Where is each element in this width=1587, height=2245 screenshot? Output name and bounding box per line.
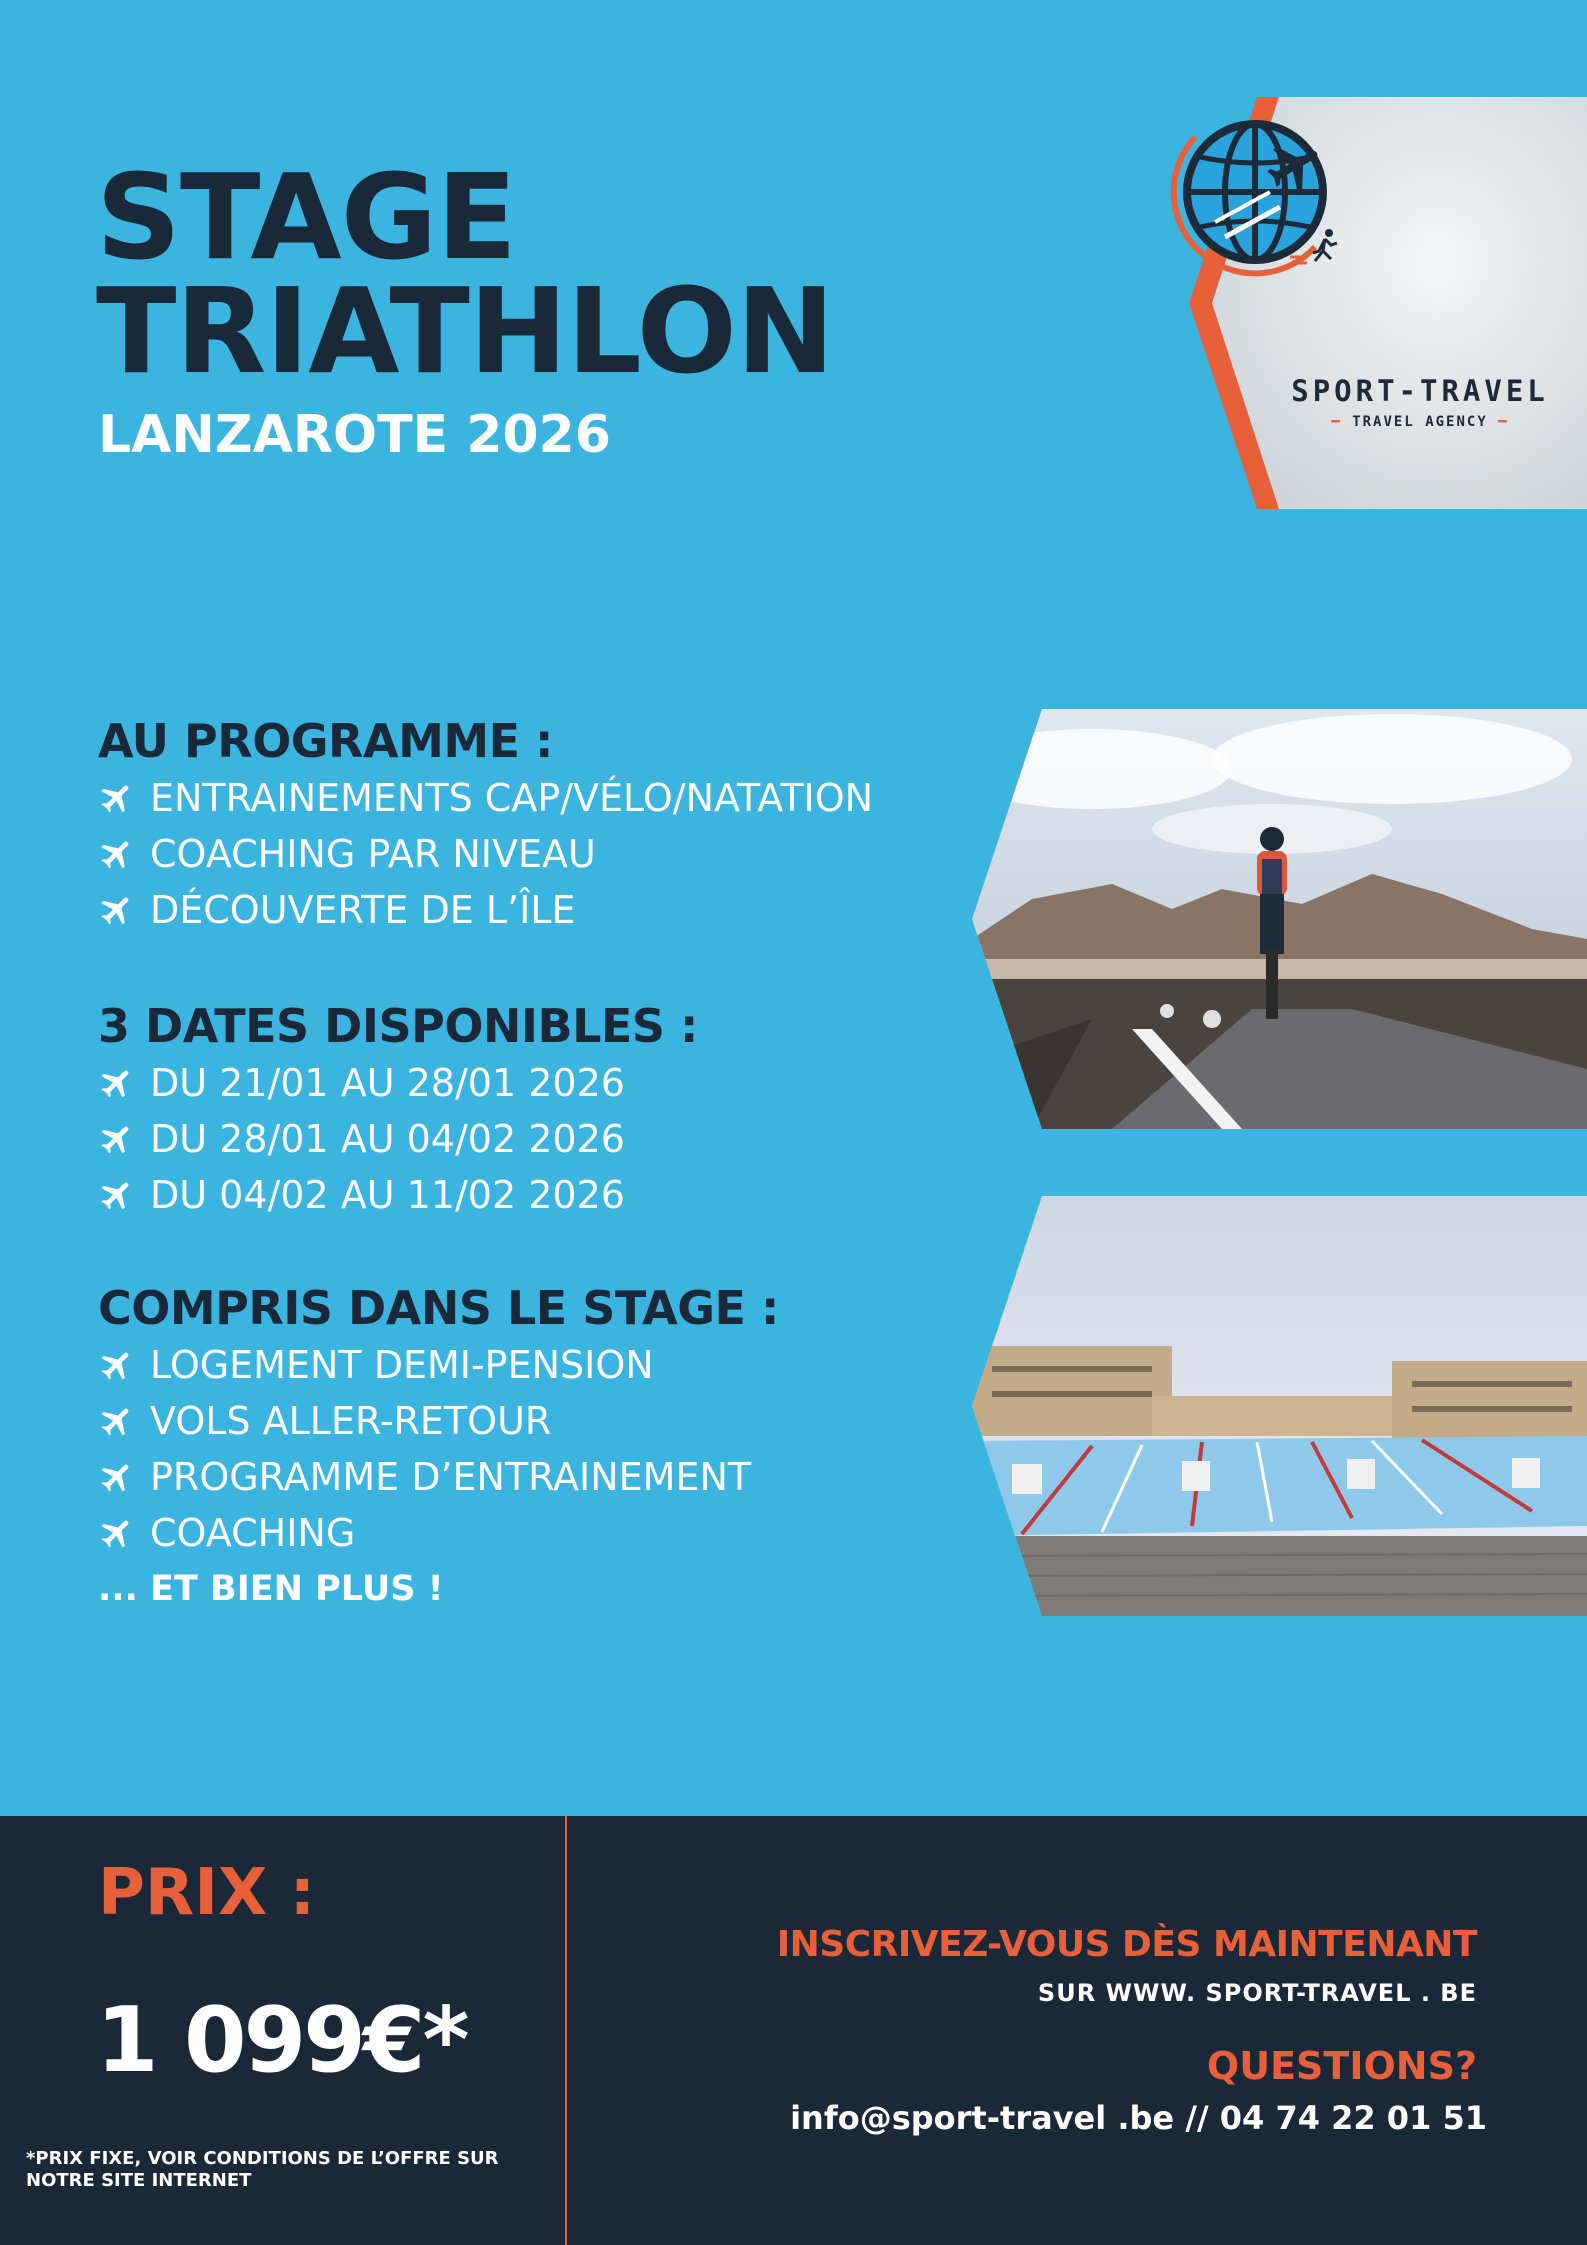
price-label: PRIX : xyxy=(98,1856,316,1930)
price-note: *PRIX FIXE, VOIR CONDITIONS DE L’OFFRE SUR NOTRE SITE INTERNET xyxy=(26,2148,499,2191)
tagline-dash-right: ━ xyxy=(1498,414,1509,430)
list-item xyxy=(98,826,873,882)
list-item xyxy=(98,1393,779,1449)
plane-icon xyxy=(98,1176,136,1214)
globe-plane-icon xyxy=(1155,97,1355,287)
list-item xyxy=(98,1449,779,1505)
list-item-label: LOGEMENT DEMI-PENSION xyxy=(150,1343,654,1387)
list-item-label: PROGRAMME D’ENTRAINEMENT xyxy=(150,1455,752,1499)
list-item-label: COACHING PAR NIVEAU xyxy=(150,832,596,876)
title-line-2: TRIATHLON xyxy=(96,262,834,400)
list-item xyxy=(98,882,873,938)
plane-icon xyxy=(98,1064,136,1102)
list-item xyxy=(98,770,873,826)
list-item-label: ENTRAINEMENTS CAP/VÉLO/NATATION xyxy=(150,776,874,820)
contact-info[interactable]: info@sport-travel .be // 04 74 22 01 51 xyxy=(790,2099,1487,2137)
footer xyxy=(0,1816,1587,2245)
plane-icon xyxy=(98,835,136,873)
list-item-label: VOLS ALLER-RETOUR xyxy=(150,1399,552,1443)
list-item-label: DU 28/01 AU 04/02 2026 xyxy=(150,1117,625,1161)
plane-icon xyxy=(98,1346,136,1384)
list-item xyxy=(98,1111,698,1167)
brand-tagline-row xyxy=(1260,414,1580,430)
price-value: 1 099€* xyxy=(96,1988,467,2093)
dates-section xyxy=(98,997,698,1223)
page-title xyxy=(96,148,834,400)
list-item-label: DU 21/01 AU 28/01 2026 xyxy=(150,1061,625,1105)
brand-tagline: TRAVEL AGENCY xyxy=(1352,414,1488,430)
title-line-1: STAGE xyxy=(96,148,517,286)
list-item xyxy=(98,1055,698,1111)
list-item xyxy=(98,1337,779,1393)
plane-icon xyxy=(98,1402,136,1440)
plane-icon xyxy=(98,1120,136,1158)
plane-icon xyxy=(98,1514,136,1552)
list-item-label: DÉCOUVERTE DE L’ÎLE xyxy=(150,888,576,932)
plane-icon xyxy=(98,891,136,929)
tagline-dash-left: ━ xyxy=(1331,414,1342,430)
plane-icon xyxy=(98,1458,136,1496)
program-heading: AU PROGRAMME : xyxy=(98,714,553,768)
cyclist-photo xyxy=(972,709,1587,1129)
questions-heading: QUESTIONS? xyxy=(1206,2044,1477,2088)
list-item xyxy=(98,1505,779,1561)
list-item-label: DU 04/02 AU 11/02 2026 xyxy=(150,1173,625,1217)
plane-icon xyxy=(98,779,136,817)
list-item-label: COACHING xyxy=(150,1511,356,1555)
included-heading: COMPRIS DANS LE STAGE : xyxy=(98,1281,779,1335)
program-section xyxy=(98,712,873,938)
list-item xyxy=(98,1167,698,1223)
signup-cta: INSCRIVEZ-VOUS DÈS MAINTENANT xyxy=(776,1924,1477,1965)
brand-logo xyxy=(1155,97,1587,509)
page-subtitle: LANZAROTE 2026 xyxy=(98,405,611,465)
more-included-text: ... ET BIEN PLUS ! xyxy=(98,1569,444,1609)
brand-name: SPORT-TRAVEL xyxy=(1291,374,1549,408)
signup-website[interactable]: SUR WWW. SPORT-TRAVEL . BE xyxy=(1037,1979,1477,2007)
included-section xyxy=(98,1279,779,1617)
dates-heading: 3 DATES DISPONIBLES : xyxy=(98,999,698,1053)
pool-photo xyxy=(972,1196,1587,1616)
